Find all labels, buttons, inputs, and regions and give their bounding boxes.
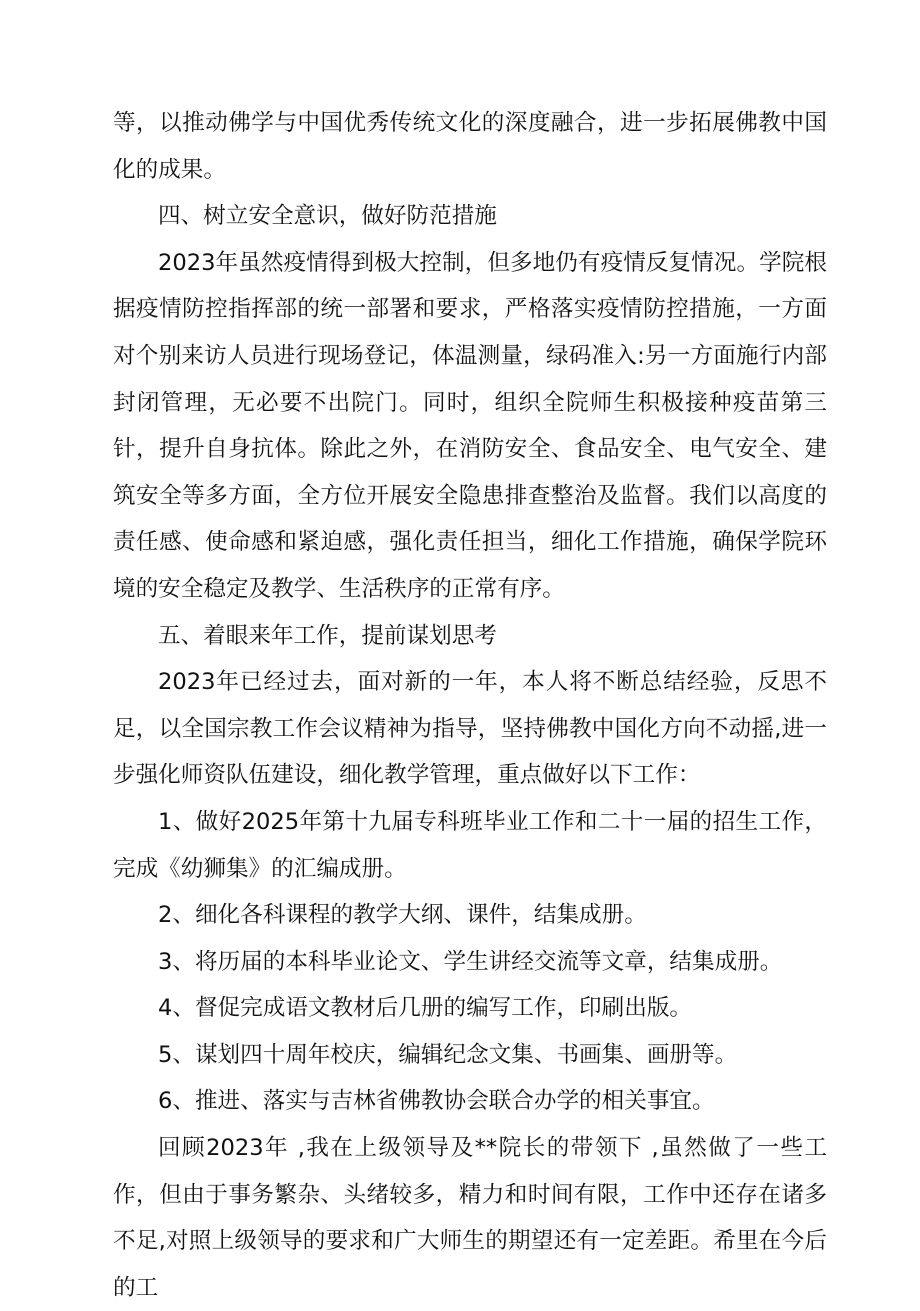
paragraph-safety: 2023年虽然疫情得到极大控制，但多地仍有疫情反复情况。学院根据疫情防控指挥部的统一部署和要求，严格落实疫情防控措施，一方面对个别来访人员进行现场登记，体温测量，绿码准入:另一方面施行内部封闭管理，无必要不出院门。同时，组织全院师生积极接种疫苗第三针，提升自身抗体。除此之外，在消防安全、食品安全、电气安全、建筑安全等多方面，全方位开展安全隐患排查整治及监督。我们以高度的责任感、使命感和紧迫感，强化责任担当，细化工作措施，确保学院环境的安全稳定及教学、生活秩序的正常有序。 — [113, 249, 827, 602]
work-plan-list — [113, 799, 827, 1125]
list-item: 1、做好2025年第十九届专科班毕业工作和二十一届的招生工作，完成《幼狮集》的汇编成册。 — [113, 808, 827, 882]
list-item: 2、细化各科课程的教学大纲、课件，结集成册。 — [158, 902, 647, 929]
list-item: 6、推进、落实与吉林省佛教协会联合办学的相关事宜。 — [158, 1088, 715, 1115]
document-body — [113, 100, 827, 1311]
paragraph-closing: 回顾2023年 ,我在上级领导及**院长的带领下 ,虽然做了一些工作，但由于事务繁杂、头绪较多，精力和时间有限，工作中还存在诸多不足,对照上级领导的要求和广大师生的期望还有一定差距。希里在今后的工 — [113, 1135, 827, 1301]
section-heading-four: 四、树立安全意识，做好防范措施 — [158, 203, 497, 230]
list-item: 4、督促完成语文教材后几册的编写工作，印刷出版。 — [158, 995, 693, 1022]
list-item: 5、谋划四十周年校庆，编辑纪念文集、书画集、画册等。 — [158, 1041, 738, 1068]
section-heading-five: 五、着眼来年工作，提前谋划思考 — [158, 622, 497, 649]
paragraph-continuation: 等，以推动佛学与中国优秀传统文化的深度融合，进一步拓展佛教中国化的成果。 — [113, 110, 827, 183]
paragraph-next-year: 2023年已经过去，面对新的一年，本人将不断总结经验，反思不足，以全国宗教工作会议精神为指导，坚持佛教中国化方向不动摇,进一步强化师资队伍建设，细化教学管理，重点做好以下工作： — [113, 669, 827, 789]
list-item: 3、将历届的本科毕业论文、学生讲经交流等文章，结集成册。 — [158, 948, 783, 975]
